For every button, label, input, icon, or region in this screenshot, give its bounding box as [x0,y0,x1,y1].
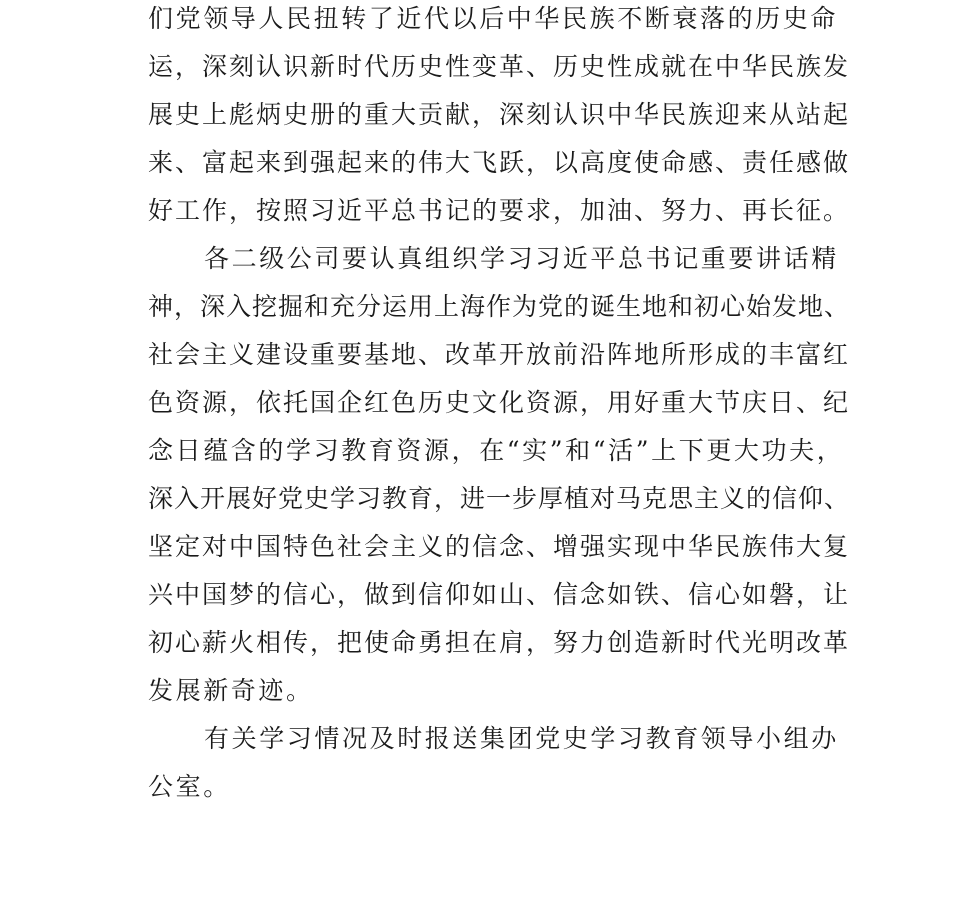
paragraph-line: 坚定对中国特色社会主义的信念、增强实现中华民族伟大复 [148,532,851,561]
paragraph-line: 运，深刻认识新时代历史性变革、历史性成就在中华民族发 [148,52,851,81]
paragraph-line: 社会主义建设重要基地、改革开放前沿阵地所形成的丰富红 [148,340,851,369]
paragraph-line: 各二级公司要认真组织学习习近平总书记重要讲话精 [204,244,839,273]
paragraph-line: 色资源，依托国企红色历史文化资源，用好重大节庆日、纪 [148,388,851,417]
paragraph-line: 发展新奇迹。 [148,676,314,705]
paragraph-line: 有关学习情况及时报送集团党史学习教育领导小组办 [204,724,839,753]
paragraph-line: 念日蕴含的学习教育资源，在“实”和“活”上下更大功夫， [148,436,845,465]
paragraph-line: 好工作，按照习近平总书记的要求，加油、努力、再长征。 [148,196,851,225]
paragraph-line: 们党领导人民扭转了近代以后中华民族不断衰落的历史命 [148,4,839,33]
paragraph-line: 来、富起来到强起来的伟大飞跃，以高度使命感、责任感做 [148,148,851,177]
paragraph-line: 神，深入挖掘和充分运用上海作为党的诞生地和初心始发地、 [148,292,851,321]
paragraph-line: 兴中国梦的信心，做到信仰如山、信念如铁、信心如磐，让 [148,580,851,609]
paragraph-line: 展史上彪炳史册的重大贡献，深刻认识中华民族迎来从站起 [148,100,851,129]
paragraph-line: 初心薪火相传，把使命勇担在肩，努力创造新时代光明改革 [148,628,851,657]
paragraph-line: 深入开展好党史学习教育，进一步厚植对马克思主义的信仰、 [148,484,851,513]
paragraph-line: 公室。 [148,772,231,801]
